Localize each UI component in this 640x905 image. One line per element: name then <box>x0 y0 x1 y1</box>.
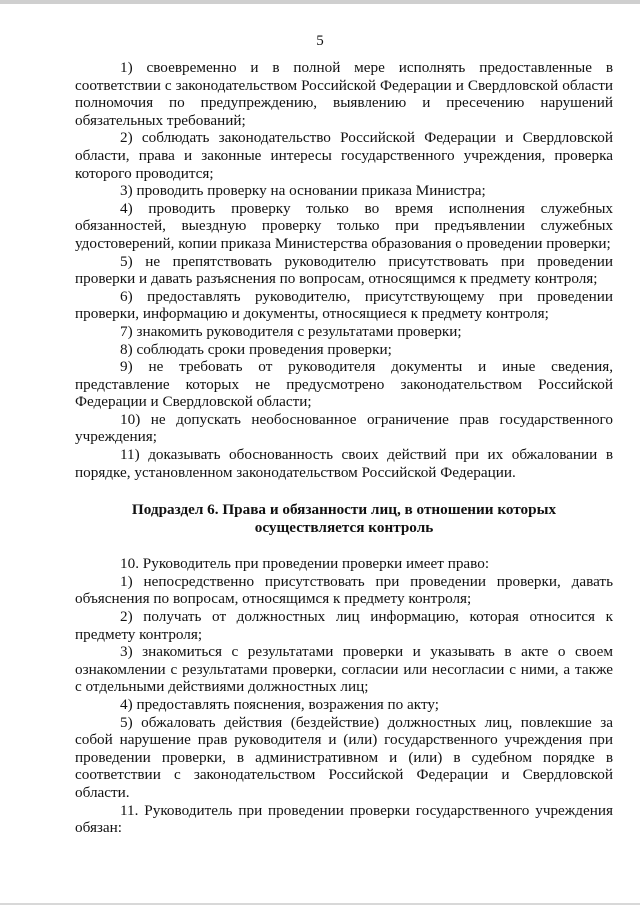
right-item-3: 3) знакомиться с результатами проверки и указывать в акте о своем ознакомлении с результатами проверки, согласии или несогласии с ними, а также с отдельными действиями должностных лиц; <box>75 643 613 696</box>
paragraph-10: 10. Руководитель при проведении проверки имеет право: <box>120 555 490 573</box>
section-heading-line-1: Подраздел 6. Права и обязанности лиц, в отношении которых <box>131 501 557 519</box>
duty-item-8: 8) соблюдать сроки проведения проверки; <box>120 340 392 358</box>
duty-item-10: 10) не допускать необоснованное ограничение прав государственного учреждения; <box>75 410 613 446</box>
right-item-1: 1) непосредственно присутствовать при проведении проверки, давать объяснения по вопросам, относящимся к предмету контроля; <box>75 572 613 608</box>
scan-top-edge <box>0 0 640 4</box>
duty-item-11: 11) доказывать обоснованность своих действий при их обжаловании в порядке, установленном законодательством Российской Федерации. <box>75 446 613 481</box>
duty-item-3: 3) проводить проверку на основании приказа Министра; <box>120 182 486 200</box>
document-body <box>75 59 613 837</box>
duty-item-5: 5) не препятствовать руководителю присутствовать при проведении проверки и давать разъяснения по вопросам, относящимся к предмету контроля; <box>75 252 613 288</box>
section-heading <box>75 501 613 537</box>
paragraph-11: 11. Руководитель при проведении проверки государственного учреждения обязан: <box>75 801 613 837</box>
duty-item-9: 9) не требовать от руководителя документы и иные сведения, представление которых не предусмотрено законодательством Российской Федерации и Свердловской области; <box>75 358 613 411</box>
duty-item-7: 7) знакомить руководителя с результатами проверки; <box>120 322 462 340</box>
right-item-2: 2) получать от должностных лиц информацию, которая относится к предмету контроля; <box>75 608 613 643</box>
duty-item-2: 2) соблюдать законодательство Российской Федерации и Свердловской области, права и законные интересы государственного учреждения, проверка которого проводится; <box>75 129 613 182</box>
duty-item-1: 1) своевременно и в полной мере исполнять предоставленные в соответствии с законодательством Российской Федерации и Свердловской области полномочия по предупреждению, выявлению и пресечению нарушений обязательных требований; <box>75 59 613 129</box>
duty-item-4: 4) проводить проверку только во время исполнения служебных обязанностей, выездную проверку только при предъявлении служебных удостоверений, копии приказа Министерства образования о проведении проверки; <box>75 199 613 252</box>
section-heading-line-2: осуществляется контроль <box>254 519 434 537</box>
right-item-4: 4) предоставлять пояснения, возражения по акту; <box>120 696 440 713</box>
page-number: 5 <box>316 33 324 49</box>
right-item-5: 5) обжаловать действия (бездействие) должностных лиц, повлекшие за собой нарушение прав руководителя и (или) государственного учреждения при проведении проверки, в административном и (или) в судебном порядке в соответствии с законодательством Российской Федерации и Свердловской области. <box>75 713 613 801</box>
duty-item-6: 6) предоставлять руководителю, присутствующему при проведении проверки, информацию и документы, относящиеся к предмету контроля; <box>75 287 613 323</box>
